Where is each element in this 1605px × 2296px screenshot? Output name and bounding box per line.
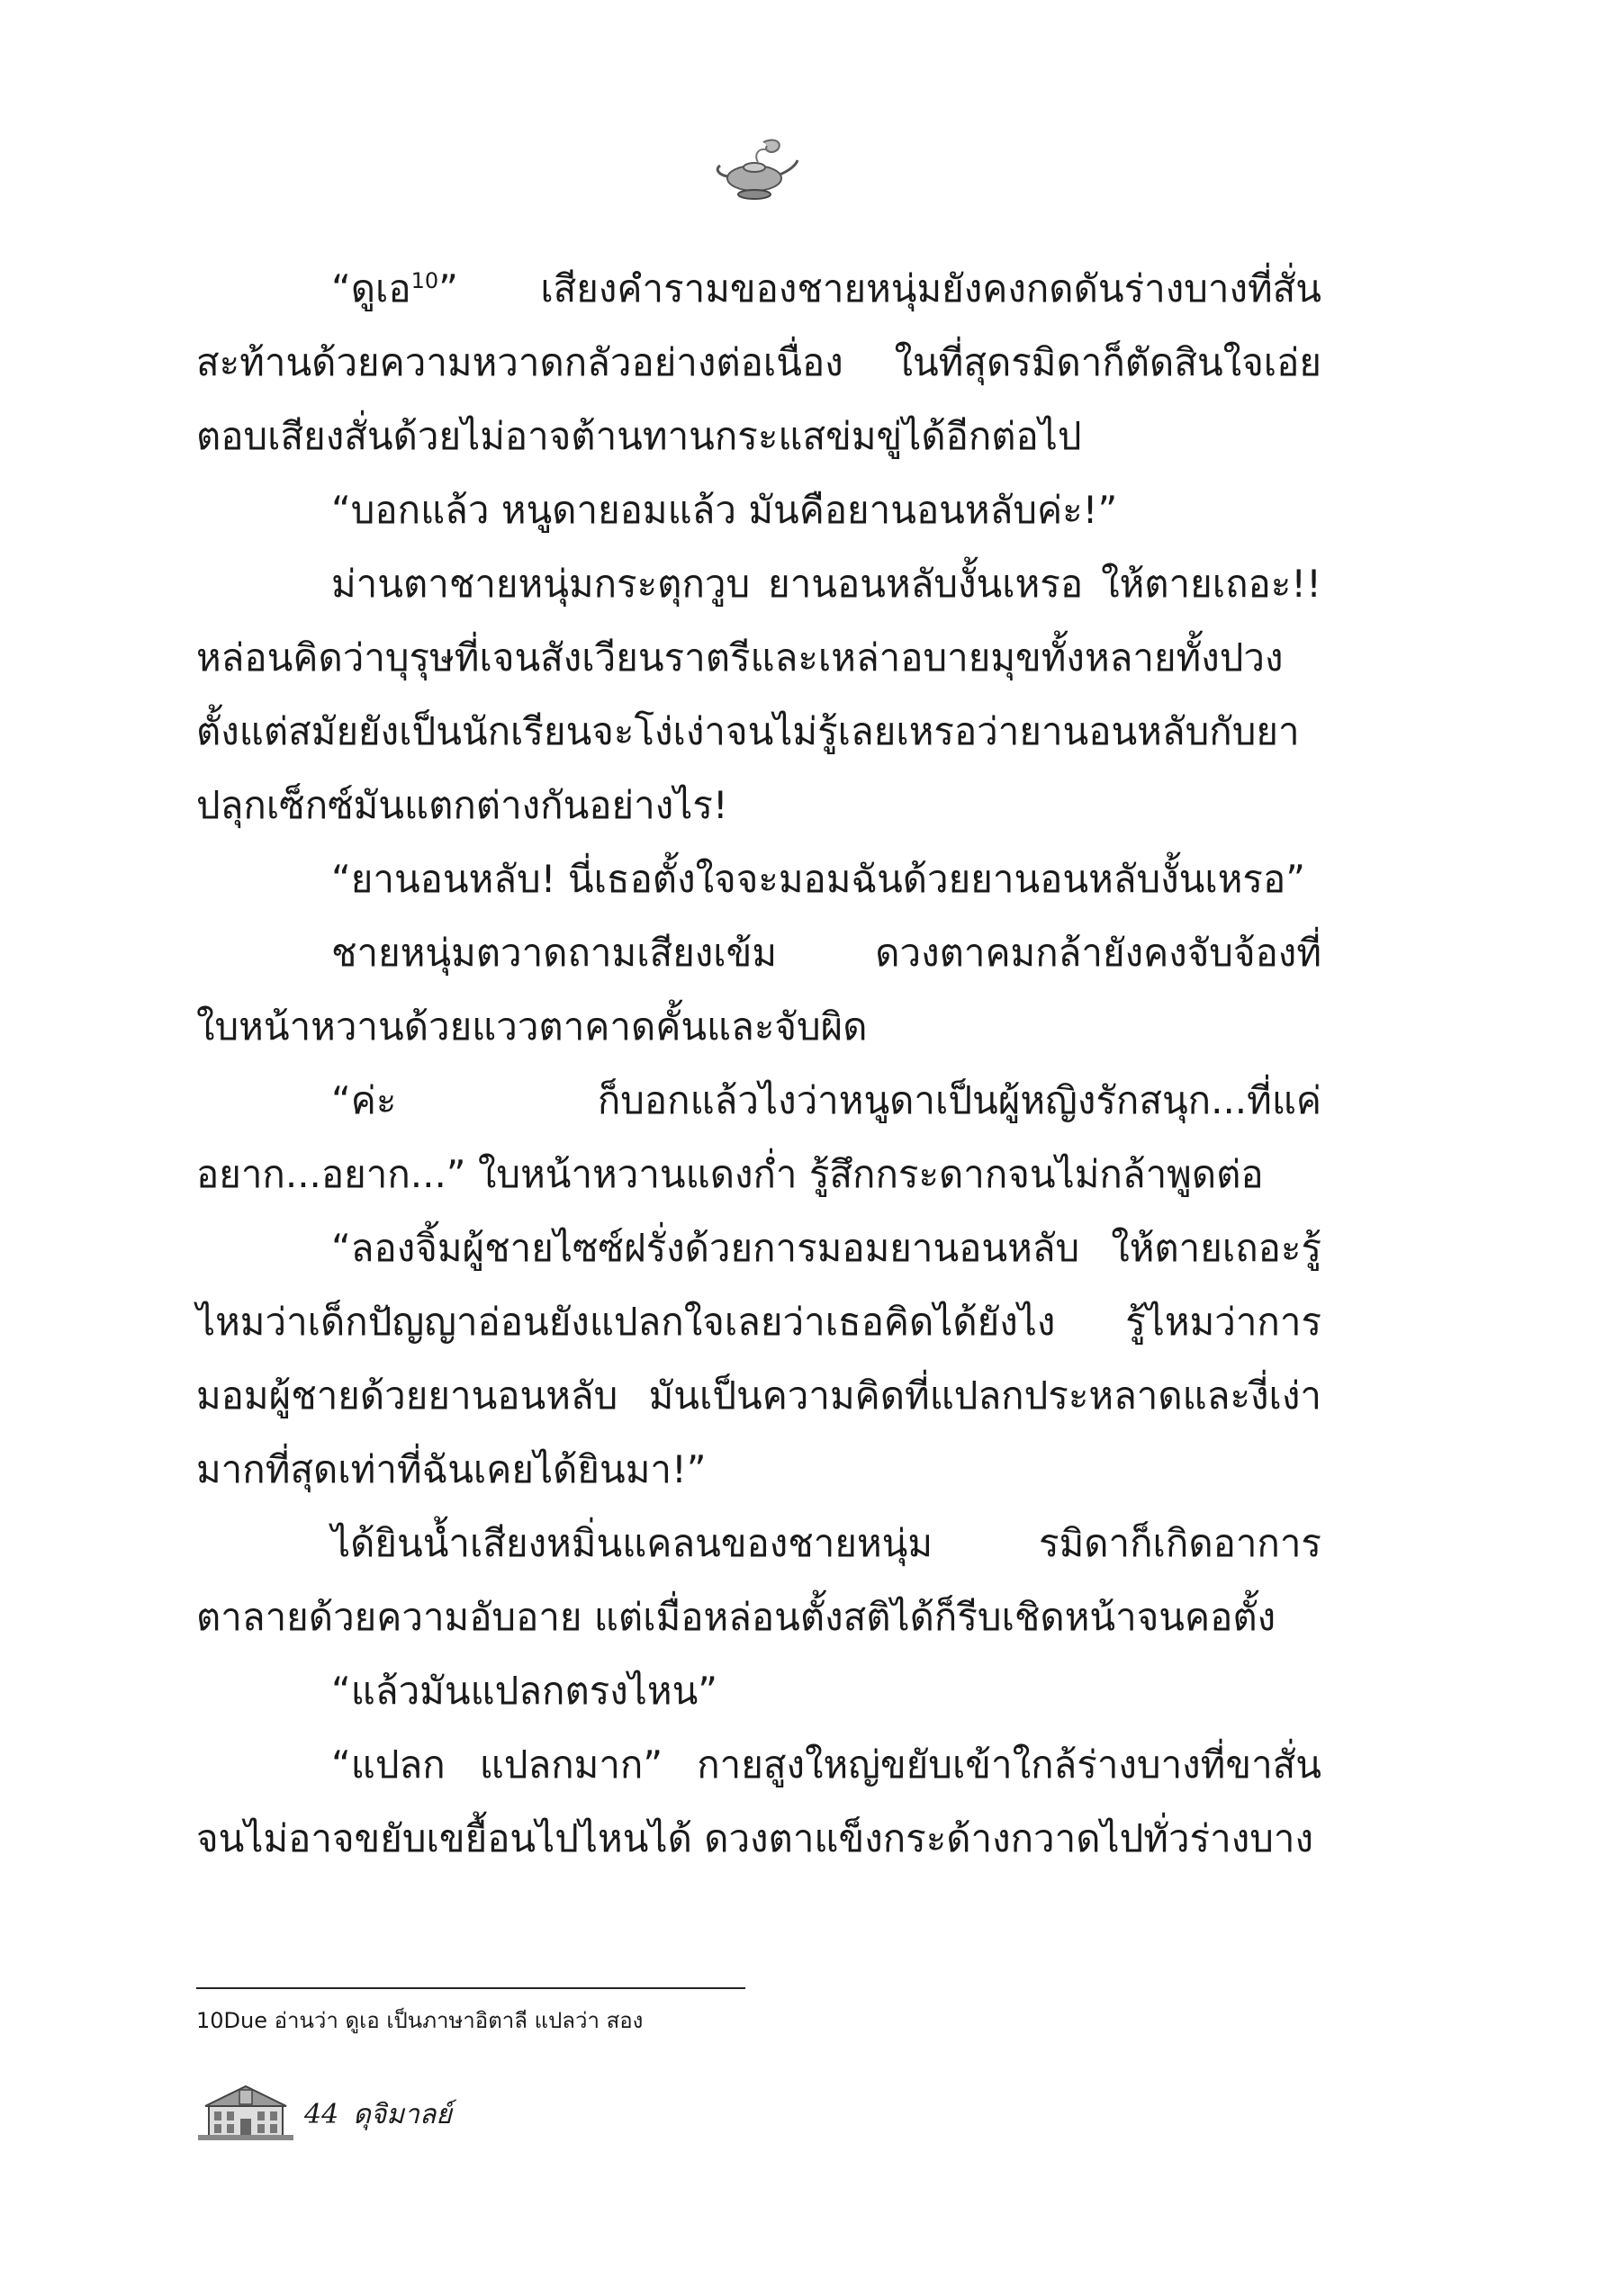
footnote-divider xyxy=(196,1987,745,1989)
book-title: ดุจิมาลย์ xyxy=(353,2099,452,2130)
building-icon xyxy=(196,2079,295,2142)
paragraph-1: “ดูเอ$^{10}$” เสียงคำรามของชายหนุ่มยังคงกดดันร่างบางที่สั่นสะท้านด้วยความหวาดกลัวอย่างต่อเนื่อง ในที่สุดรมิดาก็ตัดสินใจเอ่ยตอบเสียงสั่นด้วยไม่อาจต้านทานกระแสข่มขู่ได้อีกต่อไป xyxy=(196,266,1321,458)
footnote-ref: 10 xyxy=(410,268,439,293)
paragraph-4: “ยานอนหลับ! นี่เธอตั้งใจจะมอมฉันด้วยยานอนหลับงั้นเหรอ” xyxy=(331,857,1305,901)
chapter-body xyxy=(196,252,1321,1876)
footnote-mark: 10 xyxy=(196,2008,224,2033)
paragraph-7: “ลองจิ้มผู้ชายไซซ์ฝรั่งด้วยการมอมยานอนหลับ ให้ตายเถอะรู้ไหมว่าเด็กปัญญาอ่อนยังแปลกใจเลยว่าเธอคิดได้ยังไง รู้ไหมว่าการมอมผู้ชายด้วยยานอนหลับ มันเป็นความคิดที่แปลกประหลาดและงี่เง่ามากที่สุดเท่าที่ฉันเคยได้ยินมา!” xyxy=(196,1226,1321,1491)
paragraph-9: “แล้วมันแปลกตรงไหน” xyxy=(331,1669,718,1713)
paragraph-10: “แปลก แปลกมาก” กายสูงใหญ่ขยับเข้าใกล้ร่างบางที่ขาสั่นจนไม่อาจขยับเขยื้อนไปไหนได้ ดวงตาแข็งกระด้างกวาดไปทั่วร่างบาง xyxy=(196,1742,1321,1860)
paragraph-8: ได้ยินน้ำเสียงหมิ่นแคลนของชายหนุ่ม รมิดาก็เกิดอาการตาลายด้วยความอับอาย แต่เมื่อหล่อนตั้งสติได้ก็รีบเชิดหน้าจนคอตั้ง xyxy=(196,1521,1321,1639)
footnote-text: Due อ่านว่า ดูเอ เป็นภาษาอิตาลี แปลว่า สอง xyxy=(223,2008,644,2033)
folio-text xyxy=(304,2099,452,2131)
footnote xyxy=(196,2005,643,2036)
paragraph-3: ม่านตาชายหนุ่มกระตุกวูบ ยานอนหลับงั้นเหรอ ให้ตายเถอะ!! หล่อนคิดว่าบุรุษที่เจนสังเวียนราตรีและเหล่าอบายมุขทั้งหลายทั้งปวงตั้งแต่สมัยยังเป็นนักเรียนจะโง่เง่าจนไม่รู้เลยเหรอว่ายานอนหลับกับยาปลุกเซ็กซ์มันแตกต่างกันอย่างไร! xyxy=(196,562,1321,827)
paragraph-2: “บอกแล้ว หนูดายอมแล้ว มันคือยานอนหลับค่ะ!” xyxy=(331,488,1118,532)
page-footer xyxy=(196,2079,736,2151)
paragraph-5: ชายหนุ่มตวาดถามเสียงเข้ม ดวงตาคมกล้ายังคงจับจ้องที่ใบหน้าหวานด้วยแววตาคาดคั้นและจับผิด xyxy=(196,931,1321,1049)
page-number: 44 xyxy=(304,2099,339,2130)
magic-lamp-icon xyxy=(711,135,801,207)
paragraph-6: “ค่ะ ก็บอกแล้วไงว่าหนูดาเป็นผู้หญิงรักสนุก...ที่แค่อยาก...อยาก...” ใบหน้าหวานแดงก่ำ รู้สึกกระดากจนไม่กล้าพูดต่อ xyxy=(196,1078,1321,1196)
